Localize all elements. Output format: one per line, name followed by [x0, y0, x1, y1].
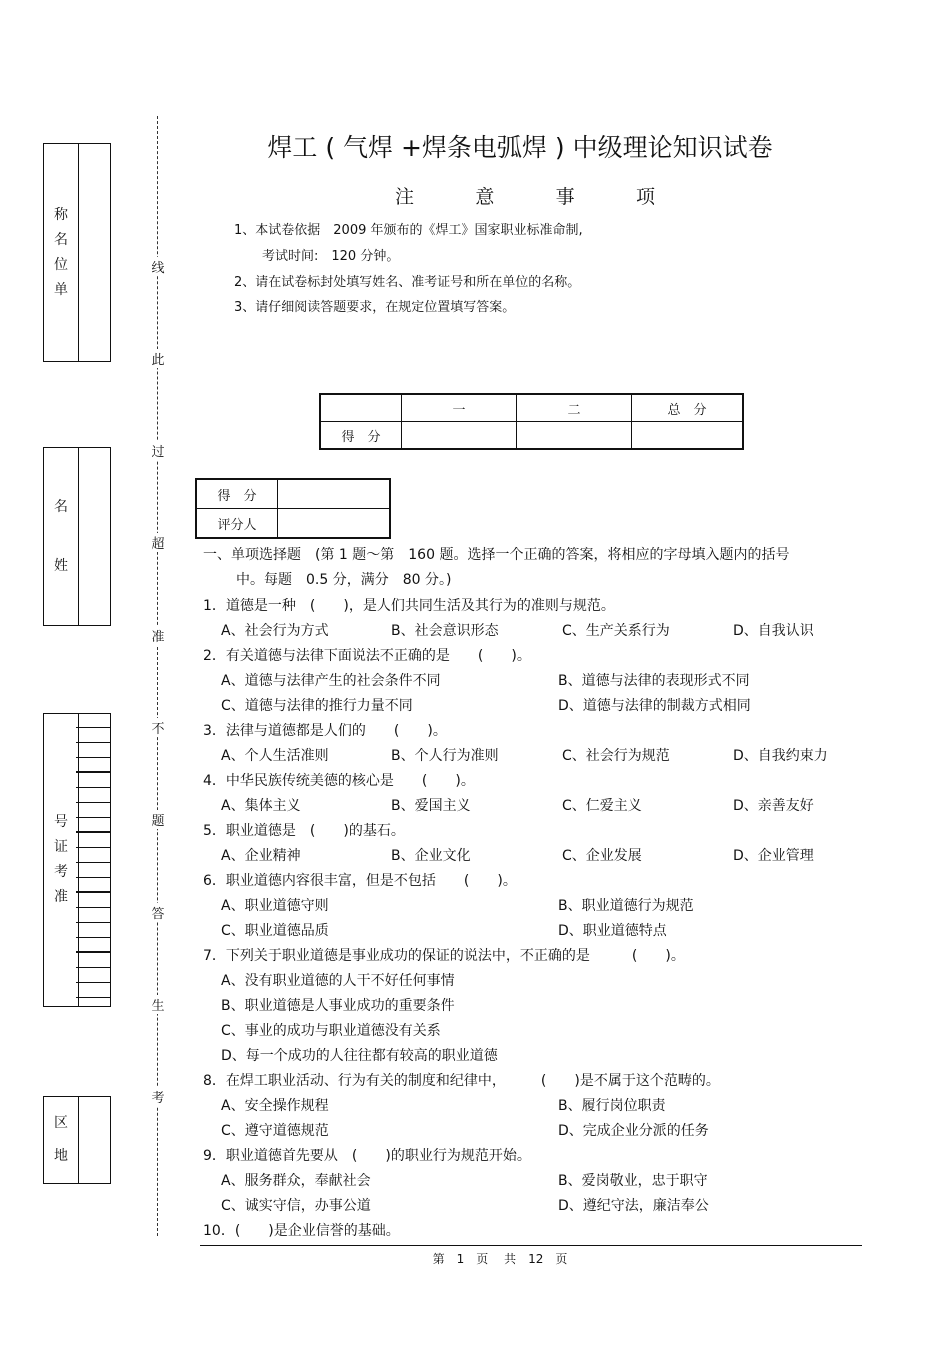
- seal-char: 不: [150, 718, 166, 737]
- notice-heading: 注 意 事 项: [395, 186, 655, 208]
- ticket-digit-cell[interactable]: [76, 773, 110, 788]
- header-cell: 二: [517, 394, 632, 422]
- answer-option[interactable]: D、亲善友好: [733, 798, 814, 814]
- answer-option[interactable]: D、遵纪守法，廉洁奉公: [558, 1198, 709, 1214]
- answer-option[interactable]: C、道德与法律的推行力量不同: [221, 698, 413, 714]
- seal-char: 题: [150, 810, 166, 829]
- ticket-digit-cell[interactable]: [76, 953, 110, 968]
- answer-option[interactable]: B、职业道德是人事业成功的重要条件: [221, 998, 455, 1014]
- answer-option[interactable]: A、个人生活准则: [221, 748, 329, 764]
- ticket-digit-cell[interactable]: [76, 788, 110, 803]
- answer-option[interactable]: A、企业精神: [221, 848, 301, 864]
- answer-option[interactable]: A、服务群众，奉献社会: [221, 1173, 371, 1189]
- question-stem: 6．职业道德内容很丰富，但是不包括 ( )。: [203, 873, 517, 889]
- ticket-digit-cell[interactable]: [76, 878, 110, 893]
- seal-char: 此: [150, 349, 166, 368]
- notice-item: 3、请仔细阅读答题要求，在规定位置填写答案。: [234, 300, 516, 315]
- answer-option[interactable]: D、企业管理: [733, 848, 814, 864]
- notice-item: 2、请在试卷标封处填写姓名、准考证号和所在单位的名称。: [234, 275, 581, 290]
- question-stem: 3．法律与道德都是人们的 ( )。: [203, 723, 447, 739]
- seal-char: 考: [150, 1087, 166, 1106]
- ticket-digit-cell[interactable]: [76, 938, 110, 953]
- ticket-digit-cell[interactable]: [76, 863, 110, 878]
- region-box: [43, 1096, 111, 1184]
- answer-option[interactable]: D、完成企业分派的任务: [558, 1123, 709, 1139]
- grader-label: 评分人: [196, 509, 278, 539]
- question-stem: 10．( )是企业信誉的基础。: [203, 1223, 400, 1239]
- question-stem: 8．在焊工职业活动、行为有关的制度和纪律中， ( )是不属于这个范畴的。: [203, 1073, 720, 1089]
- question-stem: 2．有关道德与法律下面说法不正确的是 ( )。: [203, 648, 531, 664]
- seal-line: [157, 116, 158, 1236]
- unit-box: [43, 143, 111, 362]
- ticket-label: 号 证 考 准: [44, 714, 79, 1006]
- answer-option[interactable]: B、企业文化: [391, 848, 471, 864]
- question-stem: 7．下列关于职业道德是事业成功的保证的说法中，不正确的是 ( )。: [203, 948, 685, 964]
- answer-option[interactable]: B、爱国主义: [391, 798, 471, 814]
- seal-char: 线: [150, 257, 166, 276]
- header-cell: 总 分: [632, 394, 744, 422]
- header-cell: 一: [402, 394, 517, 422]
- answer-option[interactable]: D、每一个成功的人往往都有较高的职业道德: [221, 1048, 498, 1064]
- answer-option[interactable]: C、事业的成功与职业道德没有关系: [221, 1023, 441, 1039]
- page-footer: 第 1 页 共 12 页: [432, 1252, 568, 1266]
- ticket-digit-cell[interactable]: [76, 908, 110, 923]
- exam-title: 焊工 ( 气焊 +焊条电弧焊 ) 中级理论知识试卷: [267, 133, 773, 162]
- section-heading: 中。每题 0.5 分，满分 80 分。): [236, 572, 452, 588]
- grader-table: [195, 478, 391, 539]
- ticket-digit-cell[interactable]: [76, 968, 110, 983]
- grader-score-cell[interactable]: [278, 479, 391, 509]
- answer-option[interactable]: A、安全操作规程: [221, 1098, 329, 1114]
- name-label: 名 姓: [44, 448, 79, 625]
- question-stem: 4．中华民族传统美德的核心是 ( )。: [203, 773, 475, 789]
- score-cell[interactable]: [632, 422, 744, 450]
- seal-char: 超: [150, 533, 166, 552]
- answer-option[interactable]: A、道德与法律产生的社会条件不同: [221, 673, 441, 689]
- score-table: [319, 393, 744, 450]
- answer-option[interactable]: C、生产关系行为: [562, 623, 670, 639]
- question-stem: 9．职业道德首先要从 ( )的职业行为规范开始。: [203, 1148, 531, 1164]
- answer-option[interactable]: C、社会行为规范: [562, 748, 670, 764]
- ticket-digit-cell[interactable]: [76, 923, 110, 938]
- answer-option[interactable]: C、职业道德品质: [221, 923, 329, 939]
- answer-option[interactable]: B、爱岗敬业，忠于职守: [558, 1173, 708, 1189]
- score-cell[interactable]: [402, 422, 517, 450]
- section-heading: 一、单项选择题 (第 1 题～第 160 题。选择一个正确的答案，将相应的字母填入题内的括号: [203, 547, 790, 563]
- seal-char: 准: [150, 626, 166, 645]
- ticket-digit-cell[interactable]: [76, 833, 110, 848]
- unit-label: 称 名 位 单: [44, 144, 79, 361]
- answer-option[interactable]: A、职业道德守则: [221, 898, 329, 914]
- answer-option[interactable]: C、仁爱主义: [562, 798, 642, 814]
- seal-char: 答: [150, 903, 166, 922]
- ticket-digit-cell[interactable]: [76, 713, 110, 728]
- ticket-digit-cell[interactable]: [76, 983, 110, 998]
- ticket-digit-cell[interactable]: [76, 893, 110, 908]
- ticket-digit-cell[interactable]: [76, 803, 110, 818]
- score-row-label: 得 分: [320, 422, 402, 450]
- ticket-digit-cell[interactable]: [76, 728, 110, 743]
- ticket-digit-cell[interactable]: [76, 758, 110, 773]
- ticket-number-grid[interactable]: [76, 713, 110, 1007]
- answer-option[interactable]: C、遵守道德规范: [221, 1123, 329, 1139]
- answer-option[interactable]: B、职业道德行为规范: [558, 898, 694, 914]
- grader-score-label: 得 分: [196, 479, 278, 509]
- answer-option[interactable]: D、道德与法律的制裁方式相同: [558, 698, 751, 714]
- notice-item: 1、本试卷依据 2009 年颁布的《焊工》国家职业标准命制,: [234, 223, 583, 238]
- answer-option[interactable]: B、履行岗位职责: [558, 1098, 666, 1114]
- name-box: [43, 447, 111, 626]
- grader-name-cell[interactable]: [278, 509, 391, 539]
- score-cell[interactable]: [517, 422, 632, 450]
- ticket-digit-cell[interactable]: [76, 848, 110, 863]
- answer-option[interactable]: B、道德与法律的表现形式不同: [558, 673, 750, 689]
- ticket-digit-cell[interactable]: [76, 818, 110, 833]
- answer-option[interactable]: D、职业道德特点: [558, 923, 667, 939]
- seal-char: 生: [150, 995, 166, 1014]
- notice-item: 考试时间: 120 分钟。: [262, 249, 400, 264]
- answer-option[interactable]: D、自我约束力: [733, 748, 828, 764]
- answer-option[interactable]: C、企业发展: [562, 848, 642, 864]
- question-stem: 1．道德是一种 ( )，是人们共同生活及其行为的准则与规范。: [203, 598, 615, 614]
- header-cell: [320, 394, 402, 422]
- answer-option[interactable]: A、没有职业道德的人干不好任何事情: [221, 973, 455, 989]
- ticket-digit-cell[interactable]: [76, 743, 110, 758]
- answer-option[interactable]: C、诚实守信，办事公道: [221, 1198, 371, 1214]
- answer-option[interactable]: B、社会意识形态: [391, 623, 499, 639]
- answer-option[interactable]: D、自我认识: [733, 623, 814, 639]
- footer-rule: [200, 1245, 862, 1246]
- region-label: 区 地: [44, 1097, 79, 1183]
- answer-option[interactable]: A、集体主义: [221, 798, 301, 814]
- answer-option[interactable]: A、社会行为方式: [221, 623, 329, 639]
- answer-option[interactable]: B、个人行为准则: [391, 748, 499, 764]
- seal-char: 过: [150, 441, 166, 460]
- question-stem: 5．职业道德是 ( )的基石。: [203, 823, 405, 839]
